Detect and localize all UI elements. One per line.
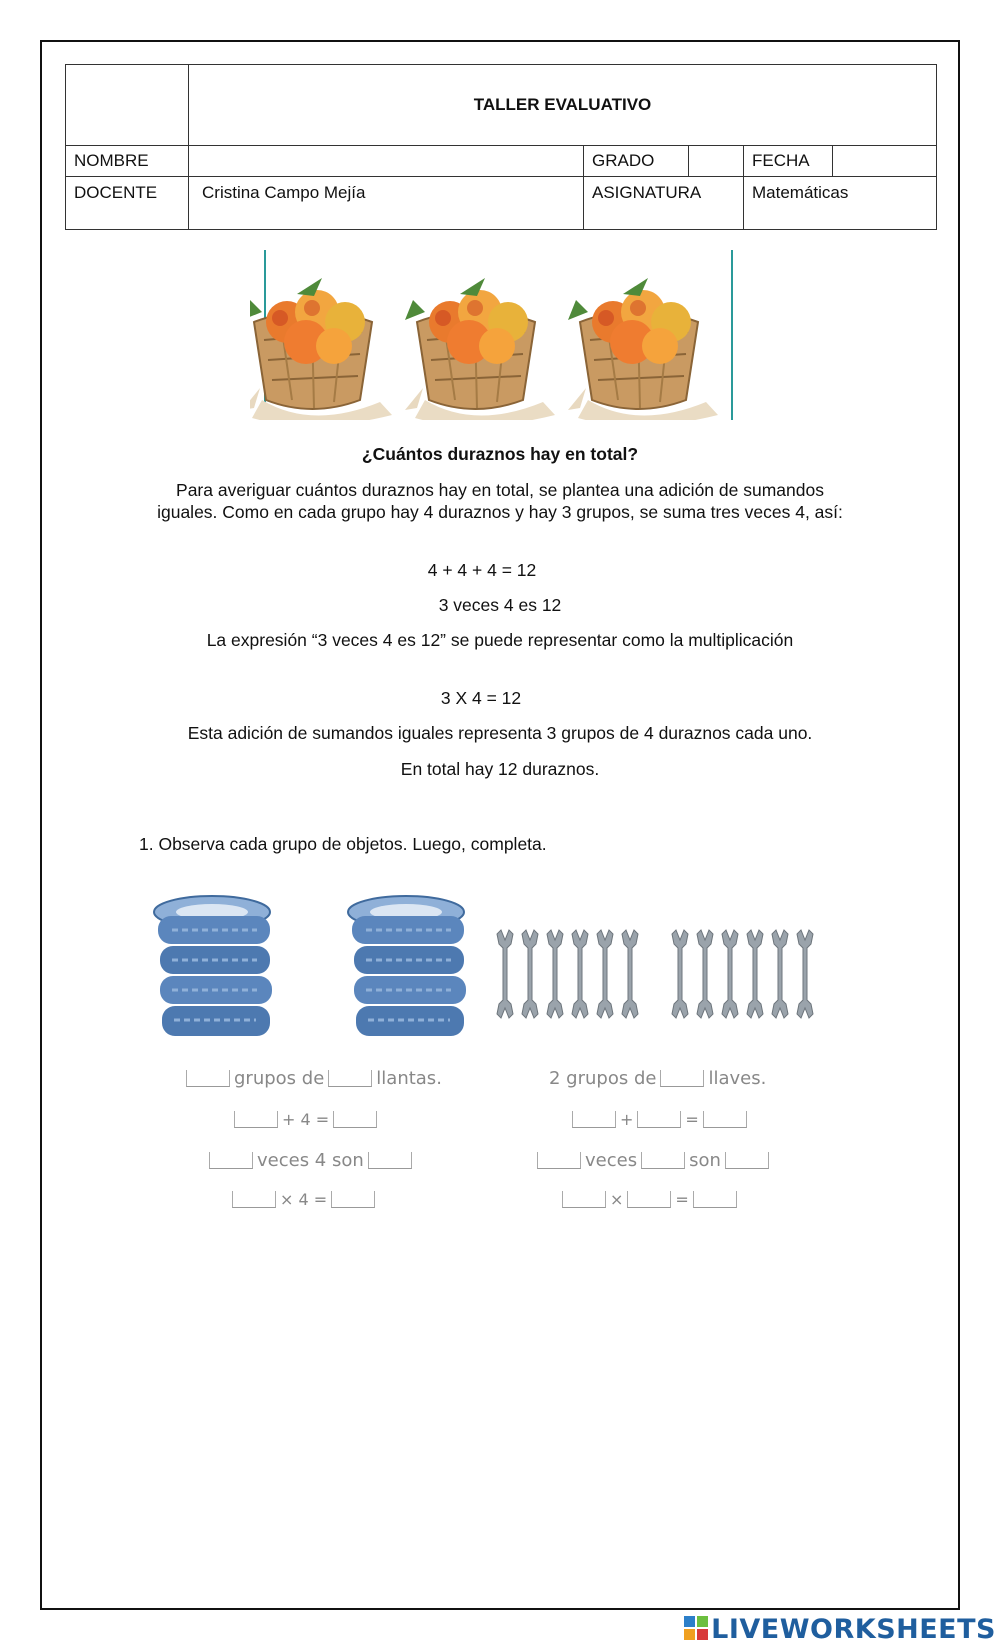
lesson-paragraph-line2: iguales. Como en cada grupo hay 4 duraznos y hay 3 grupos, se suma tres veces 4, así: xyxy=(157,502,843,522)
fecha-field[interactable] xyxy=(833,146,937,177)
tires-line1-text-b: llantas. xyxy=(376,1068,442,1089)
multiplication-equation: 3 X 4 = 12 xyxy=(440,688,522,708)
lesson-paragraph-line1: Para averiguar cuántos duraznos hay en total, se plantea una adición de sumandos xyxy=(176,480,824,500)
blank-son[interactable] xyxy=(368,1152,412,1169)
wrenches-line3-son: son xyxy=(689,1150,721,1171)
lesson-question: ¿Cuántos duraznos hay en total? xyxy=(361,444,639,464)
tires-line2-text: + 4 = xyxy=(282,1110,330,1129)
docente-label: DOCENTE xyxy=(66,177,189,230)
tire-stack-1 xyxy=(154,896,272,1036)
expression-statement: La expresión “3 veces 4 es 12” se puede representar como la multiplicación xyxy=(206,630,794,650)
peach-basket-3 xyxy=(568,278,718,420)
represents-statement: Esta adición de sumandos iguales representa 3 grupos de 4 duraznos cada uno. xyxy=(187,723,813,743)
blank-factor-2[interactable] xyxy=(627,1191,671,1208)
blank-addend-1[interactable] xyxy=(572,1111,616,1128)
peach-basket-2 xyxy=(405,278,555,420)
wrenches-line2 xyxy=(568,1110,751,1129)
page-title: TALLER EVALUATIVO xyxy=(189,65,937,146)
blank-addend[interactable] xyxy=(234,1111,278,1128)
blank-wrenches-per-group[interactable] xyxy=(660,1070,704,1087)
wrenches-line3-veces: veces xyxy=(585,1150,638,1171)
tires-line4-text: × 4 = xyxy=(280,1190,328,1209)
nombre-field[interactable] xyxy=(189,146,584,177)
blank-sum-2[interactable] xyxy=(703,1111,747,1128)
tires-line4 xyxy=(228,1190,379,1209)
blank-veces-2[interactable] xyxy=(537,1152,581,1169)
tires-line3 xyxy=(205,1150,416,1171)
peach-basket-1 xyxy=(250,278,392,420)
wrenches-line3 xyxy=(533,1150,773,1171)
logo-cell xyxy=(66,65,189,146)
tires-line1-text-a: grupos de xyxy=(234,1068,325,1089)
tires-line1 xyxy=(182,1068,442,1089)
addition-equation: 4 + 4 + 4 = 12 xyxy=(427,560,537,580)
blank-veces[interactable] xyxy=(209,1152,253,1169)
liveworksheets-wordmark: LIVEWORKSHEETS xyxy=(711,1614,996,1645)
wrenches-line2-plus: + xyxy=(620,1110,634,1129)
blank-addend-2[interactable] xyxy=(637,1111,681,1128)
blank-product-2[interactable] xyxy=(693,1191,737,1208)
wrench-group-1 xyxy=(497,930,638,1018)
wrenches-line4 xyxy=(558,1190,741,1209)
header-table xyxy=(65,64,937,230)
grado-field[interactable] xyxy=(689,146,744,177)
wrenches-line1-text-b: llaves. xyxy=(708,1068,767,1089)
veces-statement: 3 veces 4 es 12 xyxy=(438,595,562,615)
blank-product[interactable] xyxy=(331,1191,375,1208)
tires-wrenches-image xyxy=(140,892,840,1062)
docente-value: Cristina Campo Mejía xyxy=(189,177,584,230)
grado-label: GRADO xyxy=(584,146,689,177)
tires-line3-text: veces 4 son xyxy=(257,1150,364,1171)
tires-line2 xyxy=(230,1110,381,1129)
asignatura-label: ASIGNATURA xyxy=(584,177,744,230)
blank-times-value[interactable] xyxy=(641,1152,685,1169)
blank-factor-1[interactable] xyxy=(562,1191,606,1208)
wrenches-line2-equals: = xyxy=(685,1110,699,1129)
wrenches-line4-times: × xyxy=(610,1190,624,1209)
exercise-instruction: 1. Observa cada grupo de objetos. Luego, completa. xyxy=(139,834,547,854)
blank-sum[interactable] xyxy=(333,1111,377,1128)
tire-stack-2 xyxy=(348,896,466,1036)
wrenches-line1 xyxy=(549,1068,766,1089)
total-statement: En total hay 12 duraznos. xyxy=(400,759,600,779)
blank-groups[interactable] xyxy=(186,1070,230,1087)
blank-son-2[interactable] xyxy=(725,1152,769,1169)
wrench-group-2 xyxy=(672,930,813,1018)
liveworksheets-icon xyxy=(684,1616,708,1640)
fecha-label: FECHA xyxy=(744,146,833,177)
liveworksheets-logo xyxy=(684,1614,996,1645)
wrenches-line1-text-a: 2 grupos de xyxy=(549,1068,657,1089)
nombre-label: NOMBRE xyxy=(66,146,189,177)
wrenches-line4-equals: = xyxy=(675,1190,689,1209)
asignatura-value: Matemáticas xyxy=(744,177,937,230)
blank-tires-per-group[interactable] xyxy=(328,1070,372,1087)
peach-baskets-image xyxy=(250,250,750,420)
blank-factor[interactable] xyxy=(232,1191,276,1208)
